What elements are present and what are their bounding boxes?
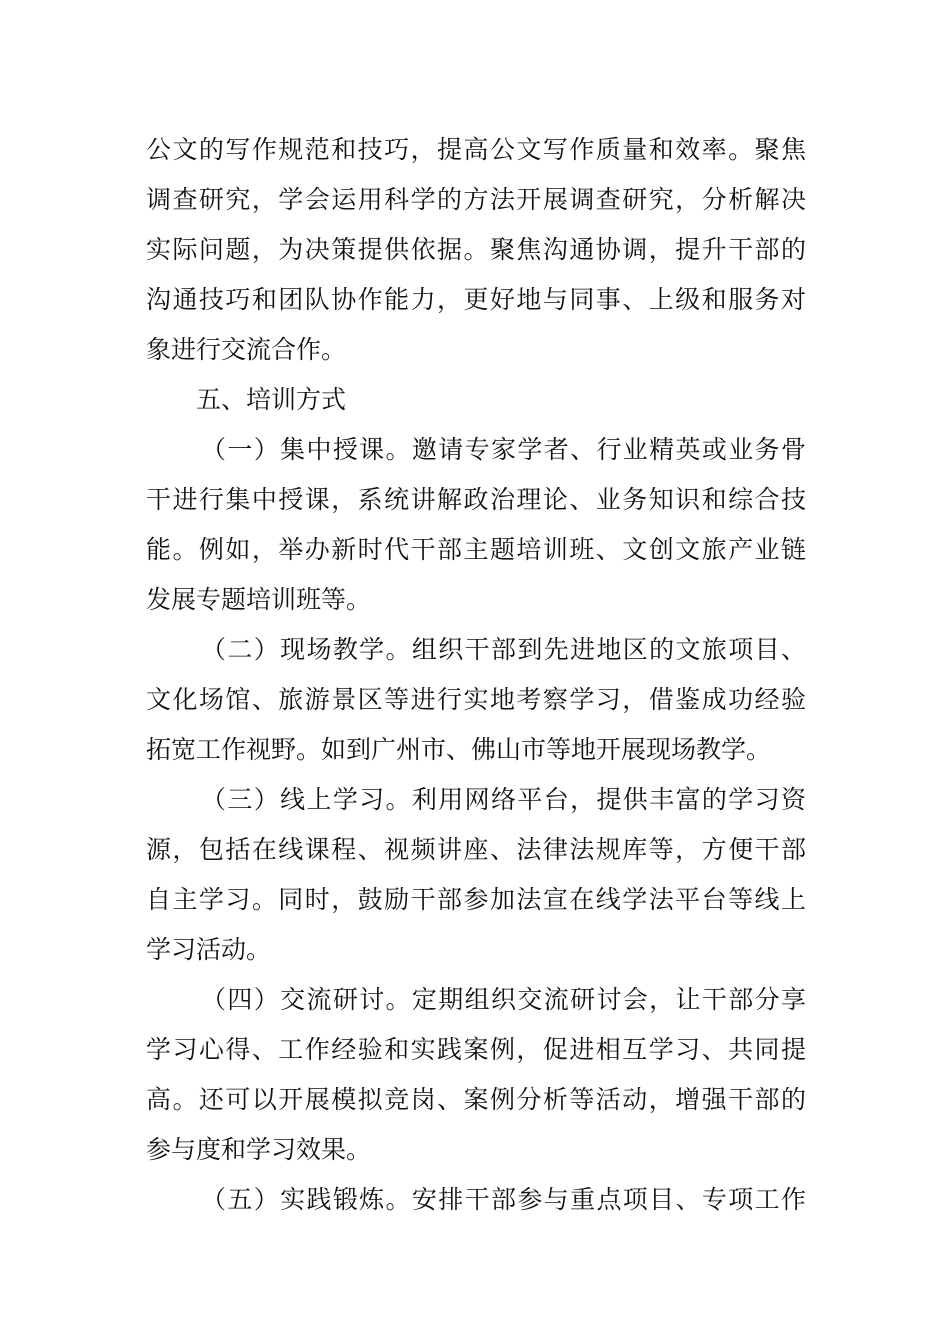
paragraph-2-line-2: 文化场馆、旅游景区等进行实地考察学习，借鉴成功经验 <box>146 685 806 714</box>
paragraph-1-line-2: 干进行集中授课，系统讲解政治理论、业务知识和综合技 <box>146 485 806 514</box>
paragraph-1-line-1: （一）集中授课。邀请专家学者、行业精英或业务骨 <box>201 435 806 464</box>
body-line-3: 实际问题，为决策提供依据。聚焦沟通协调，提升干部的 <box>146 235 806 264</box>
paragraph-3-line-4: 学习活动。 <box>146 935 272 964</box>
paragraph-1-line-4: 发展专题培训班等。 <box>146 585 372 614</box>
paragraph-3-line-1: （三）线上学习。利用网络平台，提供丰富的学习资 <box>201 785 806 814</box>
paragraph-1-line-3: 能。例如，举办新时代干部主题培训班、文创文旅产业链 <box>146 535 806 564</box>
body-line-4: 沟通技巧和团队协作能力，更好地与同事、上级和服务对 <box>146 285 806 314</box>
body-line-1: 公文的写作规范和技巧，提高公文写作质量和效率。聚焦 <box>146 135 806 164</box>
paragraph-4-line-4: 参与度和学习效果。 <box>146 1135 372 1164</box>
paragraph-2-line-3: 拓宽工作视野。如到广州市、佛山市等地开展现场教学。 <box>146 735 772 764</box>
paragraph-3-line-3: 自主学习。同时，鼓励干部参加法宣在线学法平台等线上 <box>146 885 806 914</box>
paragraph-2-line-1: （二）现场教学。组织干部到先进地区的文旅项目、 <box>201 635 806 664</box>
body-line-5: 象进行交流合作。 <box>146 335 347 364</box>
section-heading-training-methods: 五、培训方式 <box>196 385 347 414</box>
paragraph-5-line-1: （五）实践锻炼。安排干部参与重点项目、专项工作 <box>201 1185 806 1214</box>
paragraph-3-line-2: 源，包括在线课程、视频讲座、法律法规库等，方便干部 <box>146 835 806 864</box>
paragraph-4-line-2: 学习心得、工作经验和实践案例，促进相互学习、共同提 <box>146 1035 806 1064</box>
paragraph-4-line-1: （四）交流研讨。定期组织交流研讨会，让干部分享 <box>201 985 806 1014</box>
body-line-2: 调查研究，学会运用科学的方法开展调查研究，分析解决 <box>146 185 806 214</box>
paragraph-4-line-3: 高。还可以开展模拟竞岗、案例分析等活动，增强干部的 <box>146 1085 806 1114</box>
document-body <box>146 125 806 1225</box>
